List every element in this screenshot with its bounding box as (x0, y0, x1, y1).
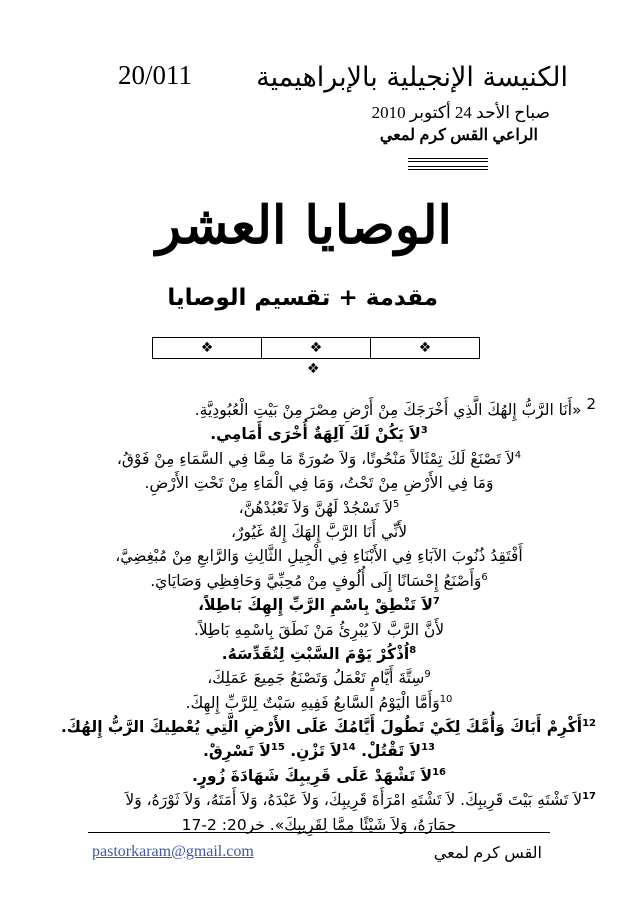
verse-text: لاَ تَشْتَهِ بَيْتَ قَرِيبِكَ. لاَ تَشْتَهِ امْرَأَةَ قَرِيبِكَ، وَلاَ عَبْدَهُ، وَلاَ أَمَتَهُ، وَلاَ ثَوْرَهُ، وَلاَ (125, 791, 583, 810)
verse-text: لاَ يَكُنْ لَكَ آلِهَةٌ أُخْرَى أَمَامِي. (210, 425, 421, 444)
division-cell: ❖ (200, 340, 214, 356)
verse-line (40, 394, 598, 422)
header-divider (408, 166, 488, 170)
division-cell: ❖ (370, 338, 479, 358)
verse-text: لاَ تَسْرِقْ. (203, 742, 271, 761)
scripture-passage (40, 394, 598, 837)
verse-number: 9 (424, 669, 431, 681)
division-table (152, 337, 480, 359)
verse-line (40, 544, 598, 568)
verse-text: لاَ تَزْنِ. (290, 742, 342, 761)
verse-number: 4 (514, 449, 522, 461)
verse-number: 5 (393, 498, 400, 510)
verse-number: 6 (481, 571, 488, 583)
verse-number: 14 (341, 742, 356, 754)
verse-number: 12 (582, 717, 596, 729)
verse-line (40, 691, 598, 715)
verse-line (40, 666, 598, 690)
verse-text: وَأَمَّا الْيَوْمُ السَّابعُ فَفِيهِ سَبْتٌ لِلرَّبِّ إِلهِكَ. (185, 693, 440, 712)
verse-text: لاَ تَشْهَدْ عَلَى قَرِيبِكَ شَهَادَةَ زُورٍ. (192, 766, 433, 785)
page-title: الوصايا العشر (155, 195, 452, 256)
verse-text: لأَنِّي أَنَا الرَّبَّ إِلهَكَ إِلهٌ غَيُورٌ، (230, 522, 408, 541)
sermon-date: صباح الأحد 24 أكتوبر 2010 (371, 103, 550, 122)
verse-line (40, 593, 598, 617)
verse-text: وَأَصْنَعُ إِحْسَانًا إِلَى أُلُوفٍ مِنْ مُحِبِّيَّ وَحَافِظِي وَصَايَايَ. (150, 571, 482, 590)
verse-line (40, 422, 598, 446)
diamond-bullet: ❖ (307, 361, 320, 377)
pastor-name: الراعي القس كرم لمعي (379, 127, 538, 144)
verse-text: لاَ تَصْنَعْ لَكَ تِمْثَالاً مَنْحُوتًا، وَلاَ صُورَةً مَا مِمَّا فِي السَّمَاءِ مِنْ فَوْقُ، (116, 449, 515, 468)
verse-line (40, 788, 598, 812)
verse-text: أَفْتَقِدُ ذُنُوبَ الآبَاءِ فِي الأَبْنَاءِ فِي الْجِيلِ الثَّالِثِ وَالرَّابعِ مِنْ مُبْغِضِيَّ، (115, 547, 523, 566)
verse-number: 10 (439, 693, 453, 705)
verse-number: 8 (409, 644, 417, 656)
verse-number: 15 (270, 742, 285, 754)
verse-line (40, 715, 598, 739)
verse-text: اُذْكُرْ يَوْمَ السَّبْتِ لِتُقَدِّسَهُ. (221, 644, 410, 663)
verse-line (40, 618, 598, 642)
verse-line (40, 764, 598, 788)
header-divider (408, 158, 488, 162)
footer-divider (88, 832, 550, 833)
verse-line (40, 642, 598, 666)
verse-number: 17 (582, 791, 596, 803)
verse-number: 13 (421, 742, 435, 754)
page-subtitle: مقدمة + تقسيم الوصايا (167, 285, 438, 311)
verse-text: لاَ تَنْطِقْ بِاسْمِ الرَّبِّ إِلهِكَ بَاطِلاً، (198, 596, 433, 615)
verse-number: 2 (586, 394, 596, 413)
footer-pastor-name: القس كرم لمعي (433, 845, 542, 862)
verse-number: 16 (432, 766, 446, 778)
verse-line (40, 569, 598, 593)
verse-line (40, 813, 598, 837)
verse-number: 3 (420, 425, 428, 437)
church-name: الكنيسة الإنجيلية بالإبراهيمية (256, 62, 568, 93)
document-number: 20/011 (118, 60, 192, 90)
verse-line (40, 496, 598, 520)
verse-text: لأَنَّ الرَّبَّ لاَ يُبْرِئُ مَنْ نَطَقَ بِاسْمِهِ بَاطِلاً. (193, 620, 445, 639)
verse-line (40, 739, 598, 763)
verse-text: لاَ تَقْتُلْ. (361, 742, 422, 761)
email-link[interactable]: pastorkaram@gmail.com (92, 843, 254, 860)
verse-text: «أَنَا الرَّبُّ إِلهُكَ الَّذِي أَخْرَجَكَ مِنْ أَرْضِ مِصْرَ مِنْ بَيْتِ الْعُبُودِيَّةِ. (194, 401, 582, 419)
verse-text: سِتَّةَ أَيَّامٍ تَعْمَلُ وَتَصْنَعُ جَمِيعَ عَمَلِكَ، (207, 669, 425, 688)
verse-number: 7 (432, 595, 440, 607)
verse-text: أَكْرِمْ أَبَاكَ وَأُمَّكَ لِكَيْ تَطُولَ أَيَّامُكَ عَلَى الأَرْضِ الَّتِي يُعْطِيكَ الرَّبُّ إِلهُكَ. (60, 718, 583, 737)
verse-text: لاَ تَسْجُدْ لَهُنَّ وَلاَ تَعْبُدْهُنَّ، (238, 498, 394, 517)
verse-line (40, 520, 598, 544)
division-cell: ❖ (261, 338, 370, 358)
verse-text: حِمَارَهُ، وَلاَ شَيْئًا مِمَّا لِقَرِيبِكَ». خر20: 2-17 (181, 815, 457, 834)
verse-text: وَمَا فِي الأَرْضِ مِنْ تَحْتُ، وَمَا فِي الْمَاءِ مِنْ تَحْتِ الأَرْضِ. (144, 474, 494, 493)
verse-line (40, 471, 598, 495)
verse-line (40, 447, 598, 471)
